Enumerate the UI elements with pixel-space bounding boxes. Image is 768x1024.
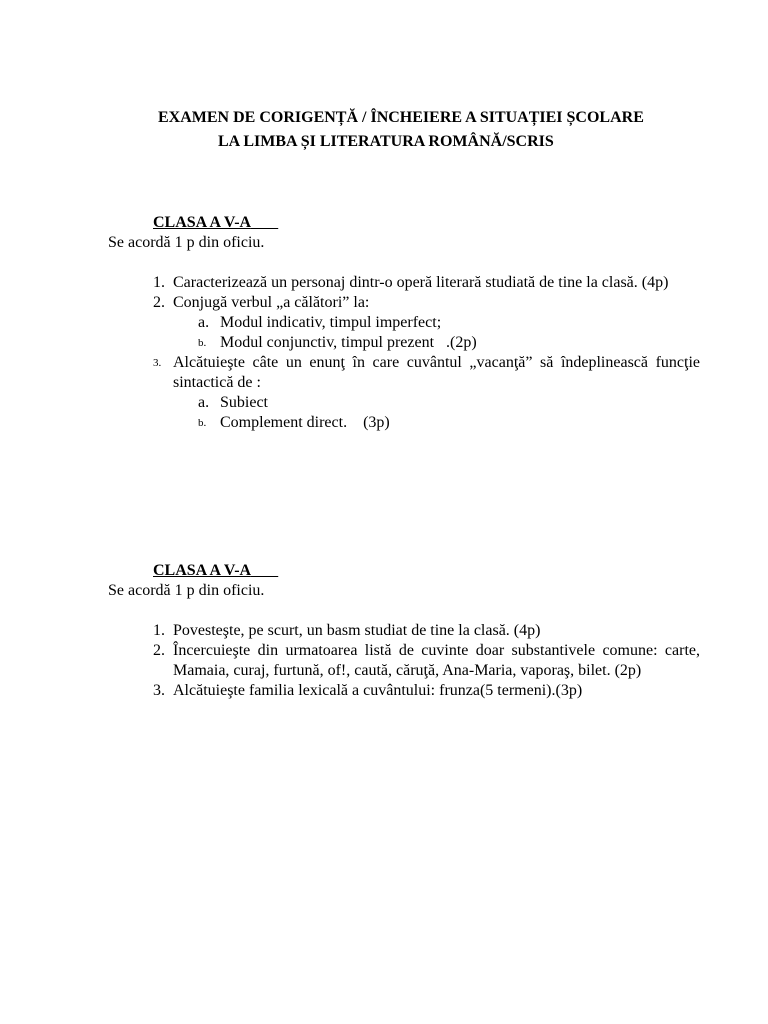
sub-item-letter: a. [198, 394, 210, 411]
sub-item [108, 313, 700, 333]
question-number: 2. [153, 294, 165, 311]
question-item [108, 641, 700, 681]
question-item [108, 273, 700, 293]
sub-item-letter: b. [198, 417, 207, 429]
question-number: 3. [153, 357, 162, 369]
bonus-note: Se acordă 1 p din oficiu. [108, 234, 265, 251]
question-list [108, 273, 700, 433]
sub-item-text: Subiect [220, 394, 268, 411]
question-text: Caracterizează un personaj dintr-o operă literară studiată de tine la clasă. (4p) [173, 274, 669, 291]
section-1 [108, 213, 700, 433]
question-number: 2. [153, 642, 165, 659]
question-text: Alcătuieşte familia lexicală a cuvântului: frunza(5 termeni).(3p) [173, 682, 583, 699]
sub-item-letter: a. [198, 314, 210, 331]
sub-item-text: Modul indicativ, timpul imperfect; [220, 314, 442, 331]
question-number: 1. [153, 274, 165, 291]
exam-title-line2: LA LIMBA ȘI LITERATURA ROMÂNĂ/SCRIS [218, 133, 554, 150]
bonus-note: Se acordă 1 p din oficiu. [108, 582, 265, 599]
section-2 [108, 561, 700, 701]
sub-item [108, 393, 700, 413]
sub-item-text: Modul conjunctiv, timpul prezent .(2p) [220, 334, 477, 351]
question-text: Încercuieşte din urmatoarea listă de cuvinte doar substantivele comune: carte, Mamaia, curaj, furtună, of!, caută, căruţă, Ana-Maria, vaporaş, bilet. (2p) [173, 642, 700, 679]
question-number: 3. [153, 682, 165, 699]
question-number: 1. [153, 622, 165, 639]
question-text: Conjugă verbul „a călători” la: [173, 294, 370, 311]
question-item [108, 293, 700, 313]
question-item [108, 353, 700, 393]
question-text: Povesteşte, pe scurt, un basm studiat de tine la clasă. (4p) [173, 622, 541, 639]
question-text: Alcătuieşte câte un enunţ în care cuvântul „vacanţă” să îndeplinească funcţie sintactică de : [173, 354, 700, 391]
question-item [108, 621, 700, 641]
sub-item-letter: b. [198, 337, 207, 349]
question-item [108, 681, 700, 701]
sub-item [108, 333, 700, 353]
exam-title-line1: EXAMEN DE CORIGENȚĂ / ÎNCHEIERE A SITUAȚIEI ȘCOLARE [158, 109, 644, 126]
class-heading: CLASA A V-A [153, 214, 251, 231]
sub-item [108, 413, 700, 433]
class-heading: CLASA A V-A [153, 562, 251, 579]
question-list [108, 621, 700, 701]
sub-item-text: Complement direct. (3p) [220, 414, 390, 431]
